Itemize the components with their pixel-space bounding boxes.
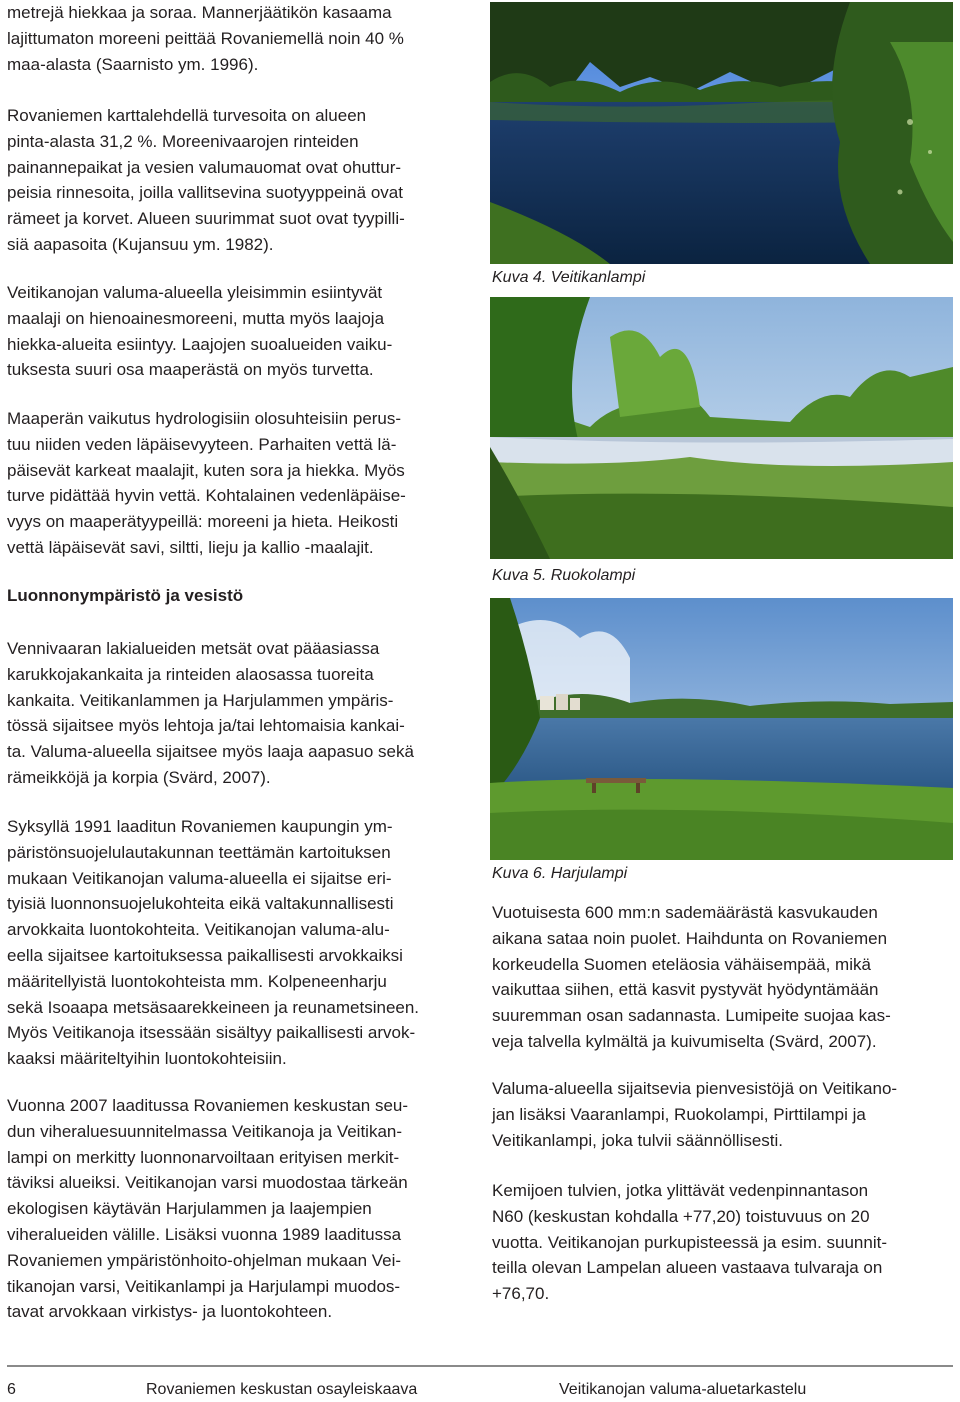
text-line: mukaan Veitikanojan valuma-alueella ei sijaitse eri- — [7, 868, 392, 888]
text-line: vettä läpäisevät savi, siltti, lieju ja kallio -maalajit. — [7, 537, 374, 557]
text-line: Kemijoen tulvien, jotka ylittävät vedenpinnantason — [492, 1181, 869, 1200]
text-line: turve pidättää hyvin vettä. Kohtalainen vedenläpäise- — [7, 486, 406, 506]
text-line: Veitikanlampi, joka tulvii säännöllisesti. — [492, 1130, 784, 1150]
text-line: määritellyistä luontokohteista mm. Kolpeneenharju — [7, 971, 387, 991]
paragraph-green-areas — [7, 1093, 475, 1325]
text-line: eella sijaitsee kartoituksessa paikallisesti arvokkaiksi — [7, 945, 403, 965]
photo-ruokolampi — [490, 297, 953, 559]
text-line: dun viheraluesuunnitelmassa Veitikanoja ja Veitikan- — [7, 1121, 403, 1141]
text-line: rämeikköjä ja korpia (Svärd, 2007). — [7, 767, 271, 787]
text-line: Vuotuisesta 600 mm:n sademäärästä kasvukauden — [492, 903, 878, 922]
text-line: veja talvella kylmältä ja kuivumiselta (Svärd, 2007). — [492, 1031, 877, 1051]
text-line: päristönsuojelulautakunnan teettämän kartoituksen — [7, 842, 391, 862]
paragraph-small-waters — [492, 1076, 952, 1153]
text-line: Veitikanojan valuma-alueella yleisimmin esiintyvät — [7, 283, 383, 302]
text-line: vuotta. Veitikanojan purkupisteessä ja esim. suunnit- — [492, 1232, 888, 1252]
text-line: lajittumaton moreeni peittää Rovaniemellä noin 40 % — [7, 28, 404, 48]
text-line: Rovaniemen karttalehdellä turvesoita on alueen — [7, 106, 367, 125]
text-line: Vennivaaran lakialueiden metsät ovat pääasiassa — [7, 639, 380, 658]
caption-kuva-5: Kuva 5. Ruokolampi — [492, 567, 636, 584]
caption-kuva-6: Kuva 6. Harjulampi — [492, 865, 628, 882]
text-line: viheralueiden välille. Lisäksi vuonna 1989 laaditussa — [7, 1224, 402, 1244]
paragraph-precipitation — [492, 900, 952, 1055]
text-line: tössä sijaitsee myös lehtoja ja/tai lehtomaisia kankai- — [7, 716, 405, 736]
text-line: kaaksi määriteltyihin luontokohteisiin. — [7, 1049, 287, 1069]
text-line: Myös Veitikanoja itsessään sisältyy paikallisesti arvok- — [7, 1023, 416, 1043]
text-line: tavat arvokkaan virkistys- ja luontokohteen. — [7, 1302, 333, 1322]
text-line: N60 (keskustan kohdalla +77,20) toistuvuus on 20 — [492, 1206, 870, 1226]
text-line: painannepaikat ja vesien valumauomat ovat ohuttur- — [7, 157, 402, 177]
paragraph-catchment-soil — [7, 280, 475, 383]
photo-harjulampi — [490, 598, 953, 860]
text-line: tyisiä luonnonsuojelukohteita eikä valtakunnallisesti — [7, 894, 394, 914]
text-line: sekä Isoaapa metsäsaarekkeineen ja reunametsineen. — [7, 997, 420, 1017]
text-line: vyys on maaperätyypeillä: moreeni ja hieta. Heikosti — [7, 512, 399, 532]
paragraph-floods — [492, 1178, 952, 1307]
text-line: tuu niiden veden läpäisevyyteen. Parhaiten vettä lä- — [7, 434, 397, 454]
caption-kuva-4: Kuva 4. Veitikanlampi — [492, 269, 646, 286]
text-line: ekologisen käytävän Harjulammen ja laajempien — [7, 1199, 372, 1219]
text-line: aikana sataa noin puolet. Haihdunta on Rovaniemen — [492, 928, 888, 948]
text-line: lampi on merkitty luonnonarvoiltaan erityisen merkit- — [7, 1147, 400, 1167]
text-line: suuremman osan sadannasta. Lumipeite suojaa kas- — [492, 1006, 891, 1026]
section-heading: Luonnonympäristö ja vesistö — [7, 586, 244, 605]
text-line: Syksyllä 1991 laaditun Rovaniemen kaupungin ym- — [7, 817, 393, 836]
text-line: arvokkaita luontokohteita. Veitikanojan valuma-alu- — [7, 920, 390, 940]
text-line: Rovaniemen ympäristönhoito-ohjelman mukaan Vei- — [7, 1250, 402, 1270]
text-line: tikanojan varsi, Veitikanlampi ja Harjulampi muodos- — [7, 1276, 401, 1296]
photo-veitikanlampi — [490, 2, 953, 264]
text-line: maalaji on hienoainesmoreeni, mutta myös laajoja — [7, 308, 385, 328]
text-line: siä aapasoita (Kujansuu ym. 1982). — [7, 234, 274, 254]
text-line: +76,70. — [492, 1284, 550, 1304]
text-line: Maaperän vaikutus hydrologisiin olosuhteisiin perus- — [7, 409, 402, 428]
footer-divider — [7, 1365, 953, 1367]
paragraph-soil-intro — [7, 0, 475, 77]
text-line: Valuma-alueella sijaitsevia pienvesistöjä on Veitikano- — [492, 1079, 898, 1098]
text-line: tuksesta suuri osa maaperästä on myös turvetta. — [7, 360, 374, 380]
text-line: jan lisäksi Vaaranlampi, Ruokolampi, Pirttilampi ja — [492, 1104, 866, 1124]
text-line: Vuonna 2007 laaditussa Rovaniemen keskustan seu- — [7, 1096, 409, 1115]
text-line: karukkojakankaita ja rinteiden alaosassa tuoreita — [7, 664, 374, 684]
text-line: teilla olevan Lampelan alueen vastaava tulvaraja on — [492, 1258, 883, 1278]
text-line: vaikuttaa siihen, että kasvit pystyvät hyödyntämään — [492, 980, 879, 1000]
text-line: korkeudella Suomen eteläosia vähäisempää, mikä — [492, 954, 871, 974]
paragraph-peatlands — [7, 103, 475, 258]
paragraph-nature-survey — [7, 814, 475, 1072]
page-number: 6 — [7, 1381, 16, 1398]
text-line: peisia rinnesoita, joilla vallitsevina suotyyppeinä ovat — [7, 183, 403, 203]
text-line: täviksi alueiksi. Veitikanojan varsi muodostaa tärkeän — [7, 1173, 408, 1193]
paragraph-soil-hydrology — [7, 406, 475, 561]
text-line: pinta-alasta 31,2 %. Moreenivaarojen rinteiden — [7, 131, 359, 151]
paragraph-forests — [7, 636, 475, 791]
footer-section-title: Veitikanojan valuma-aluetarkastelu — [559, 1381, 807, 1398]
text-line: metrejä hiekkaa ja soraa. Mannerjäätikön kasaama — [7, 3, 392, 22]
text-line: rämeet ja korvet. Alueen suurimmat suot ovat tyypilli- — [7, 209, 405, 229]
footer-document-title: Rovaniemen keskustan osayleiskaava — [146, 1381, 418, 1398]
text-line: maa-alasta (Saarnisto ym. 1996). — [7, 54, 259, 74]
text-line: kankaita. Veitikanlammen ja Harjulammen ympäris- — [7, 690, 394, 710]
text-line: päisevät karkeat maalajit, kuten sora ja hiekka. Myös — [7, 460, 405, 480]
text-line: hiekka-alueita esiintyy. Laajojen suoalueiden vaiku- — [7, 334, 393, 354]
text-line: ta. Valuma-alueella sijaitsee myös laaja aapasuo sekä — [7, 742, 414, 762]
